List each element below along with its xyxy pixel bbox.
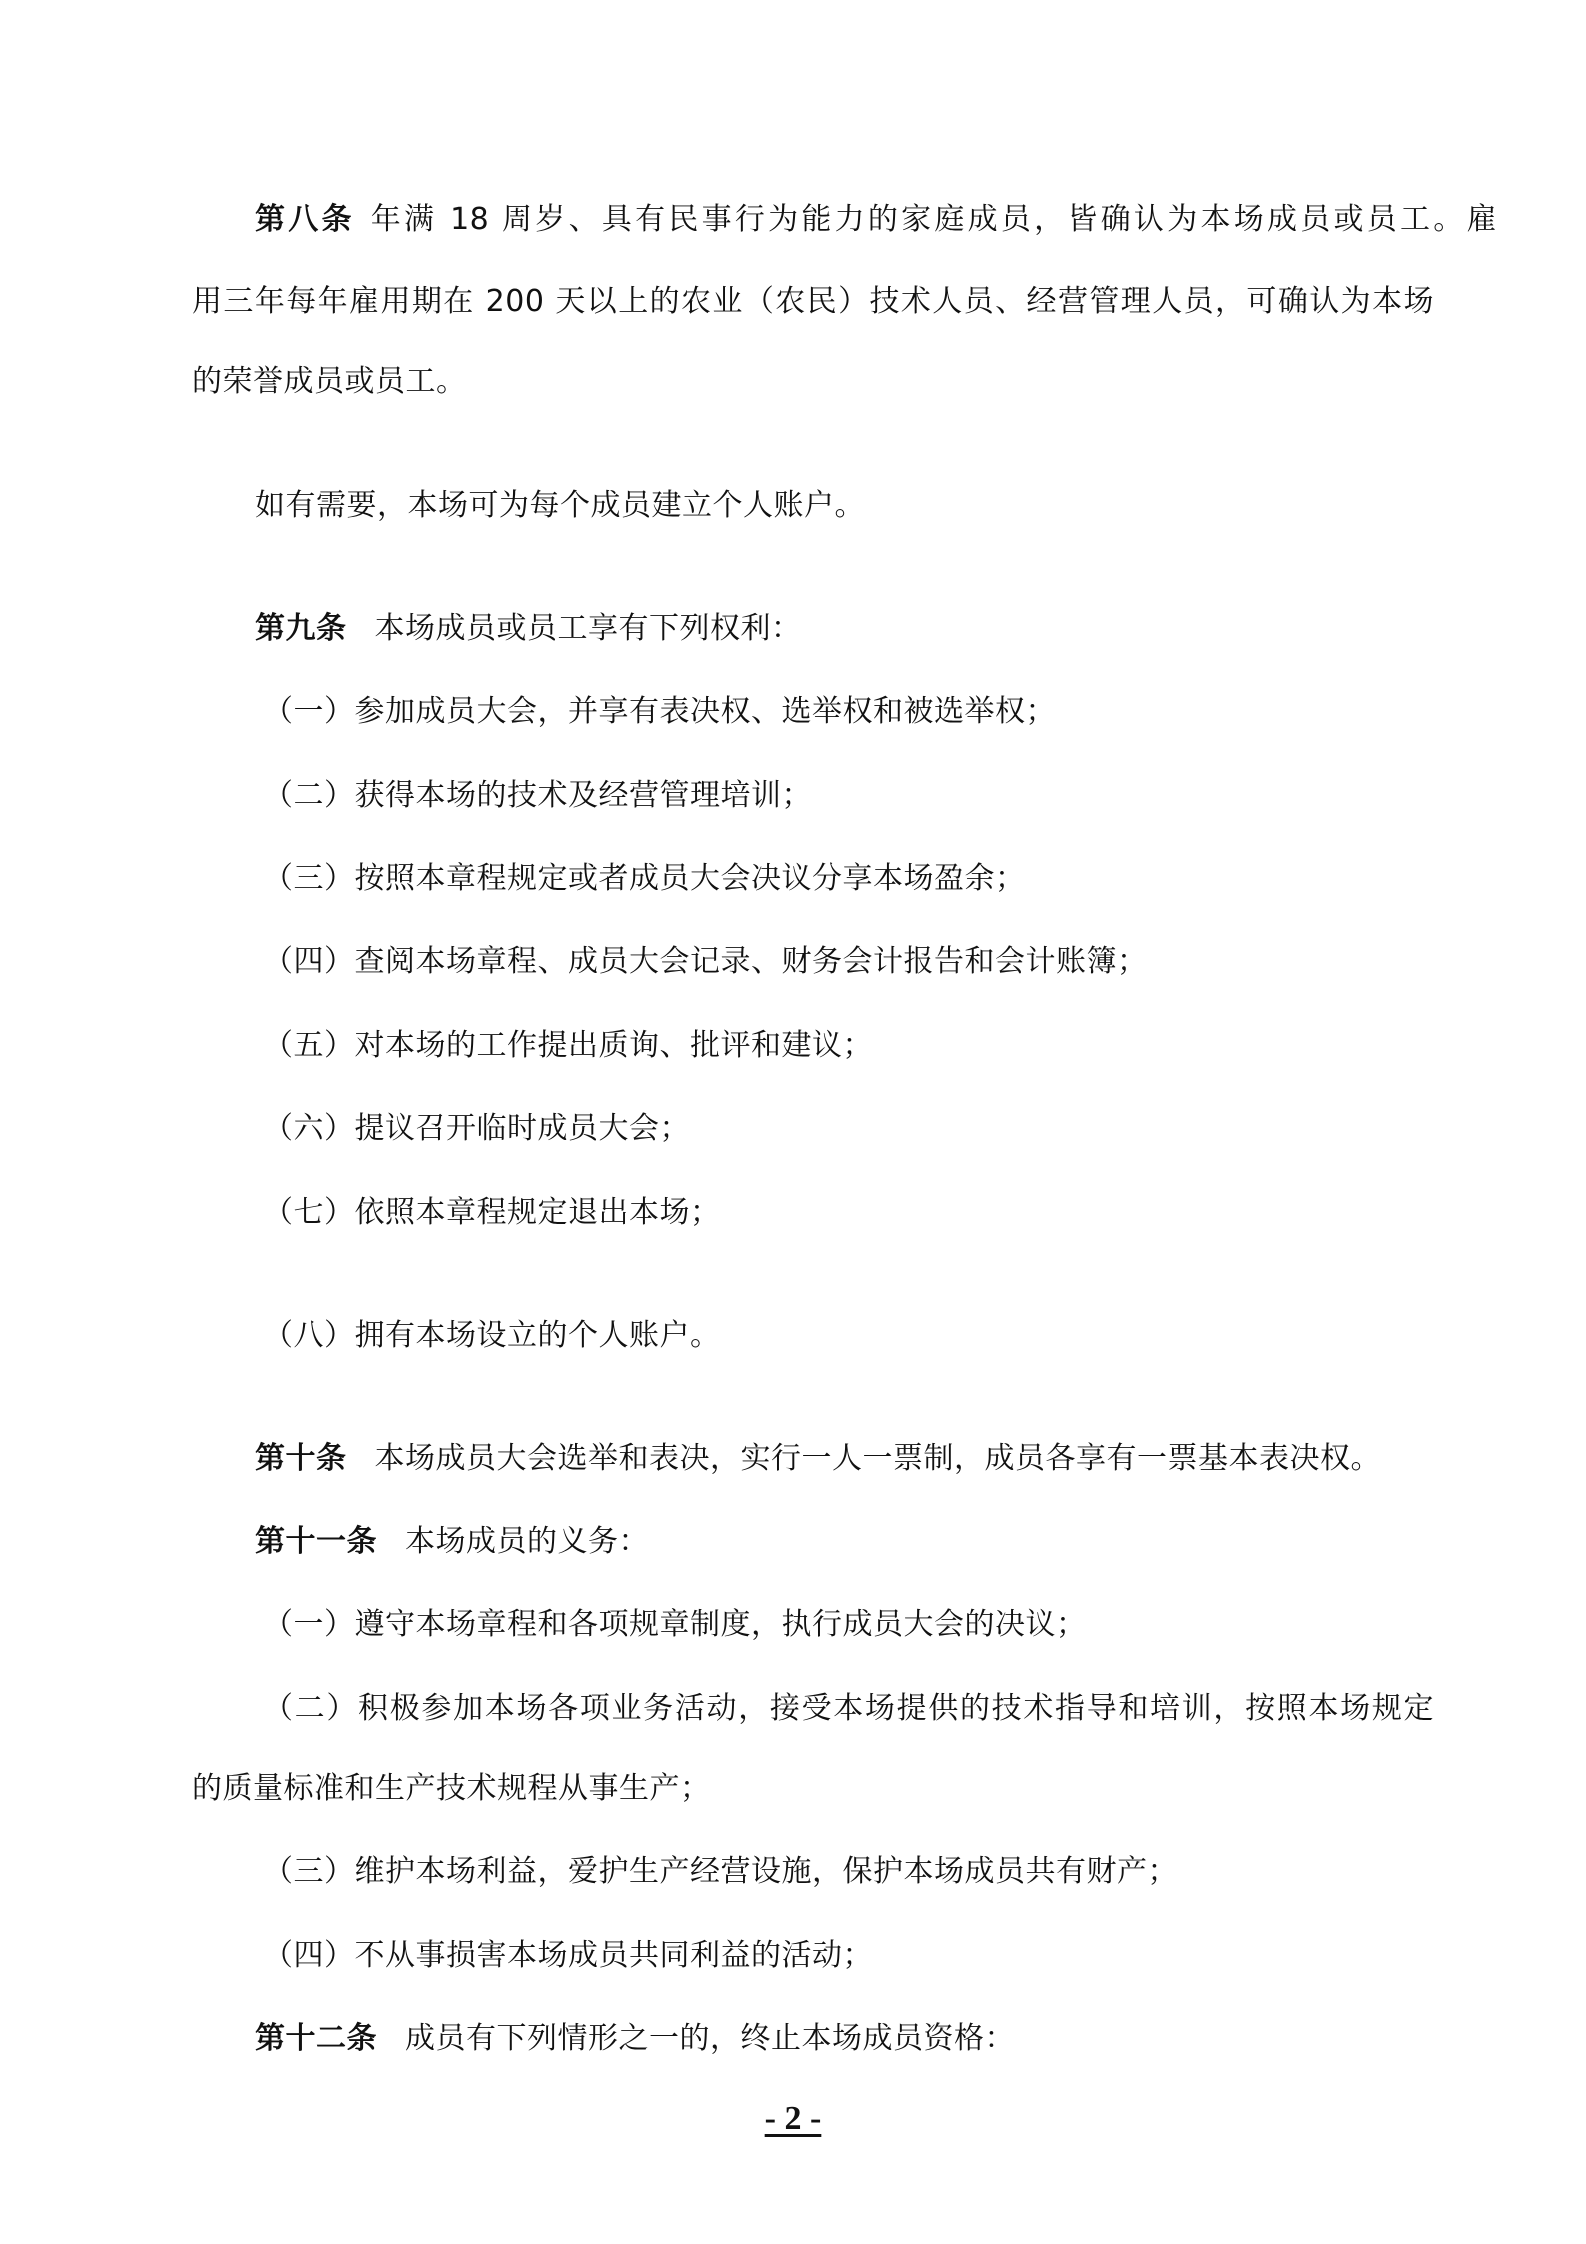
article-9-item-7: （七）依照本章程规定退出本场； xyxy=(263,1195,721,1230)
page-number xyxy=(0,2099,1586,2139)
article-8-text: 年满 18 周岁、具有民事行为能力的家庭成员，皆确认为本场成员或员工。雇 xyxy=(370,202,1498,237)
article-11-item-1: （一）遵守本场章程和各项规章制度，执行成员大会的决议； xyxy=(263,1607,1087,1642)
article-11-item-4: （四）不从事损害本场成员共同利益的活动； xyxy=(263,1938,873,1973)
article-8-line-1 xyxy=(255,200,1497,240)
article-8-number: 第八条 xyxy=(255,202,355,237)
article-9-item-5: （五）对本场的工作提出质询、批评和建议； xyxy=(263,1028,873,1063)
article-12 xyxy=(255,2019,1015,2059)
article-12-number: 第十二条 xyxy=(255,2021,377,2056)
article-9-heading xyxy=(255,609,802,649)
article-11-heading xyxy=(255,1522,649,1562)
article-9-item-2: （二）获得本场的技术及经营管理培训； xyxy=(263,778,812,813)
article-11-item-2-line-2: 的质量标准和生产技术规程从事生产； xyxy=(192,1771,711,1806)
article-9-text: 本场成员或员工享有下列权利： xyxy=(374,611,802,646)
page-number-text: - 2 - xyxy=(764,2100,822,2137)
article-9-number: 第九条 xyxy=(255,611,347,646)
article-9-item-1: （一）参加成员大会，并享有表决权、选举权和被选举权； xyxy=(263,694,1056,729)
article-9-item-4: （四）查阅本场章程、成员大会记录、财务会计报告和会计账簿； xyxy=(263,944,1148,979)
article-8-line-3: 的荣誉成员或员工。 xyxy=(192,364,467,399)
article-12-text: 成员有下列情形之一的，终止本场成员资格： xyxy=(405,2021,1015,2056)
article-9-item-3: （三）按照本章程规定或者成员大会决议分享本场盈余； xyxy=(263,861,1026,896)
article-10-text: 本场成员大会选举和表决，实行一人一票制，成员各享有一票基本表决权。 xyxy=(374,1441,1381,1476)
article-11-text: 本场成员的义务： xyxy=(405,1524,649,1559)
article-10 xyxy=(255,1439,1381,1479)
article-11-number: 第十一条 xyxy=(255,1524,377,1559)
article-11-item-2-line-1: （二）积极参加本场各项业务活动，接受本场提供的技术指导和培训，按照本场规定 xyxy=(263,1691,1434,1726)
article-9-item-6: （六）提议召开临时成员大会； xyxy=(263,1111,690,1146)
article-8-paragraph-2: 如有需要，本场可为每个成员建立个人账户。 xyxy=(255,488,865,523)
article-9-item-8: （八）拥有本场设立的个人账户。 xyxy=(263,1318,721,1353)
article-11-item-3: （三）维护本场利益，爱护生产经营设施，保护本场成员共有财产； xyxy=(263,1854,1178,1889)
article-10-number: 第十条 xyxy=(255,1441,347,1476)
article-8-line-2: 用三年每年雇用期在 200 天以上的农业（农民）技术人员、经营管理人员，可确认为本场 xyxy=(192,284,1434,319)
